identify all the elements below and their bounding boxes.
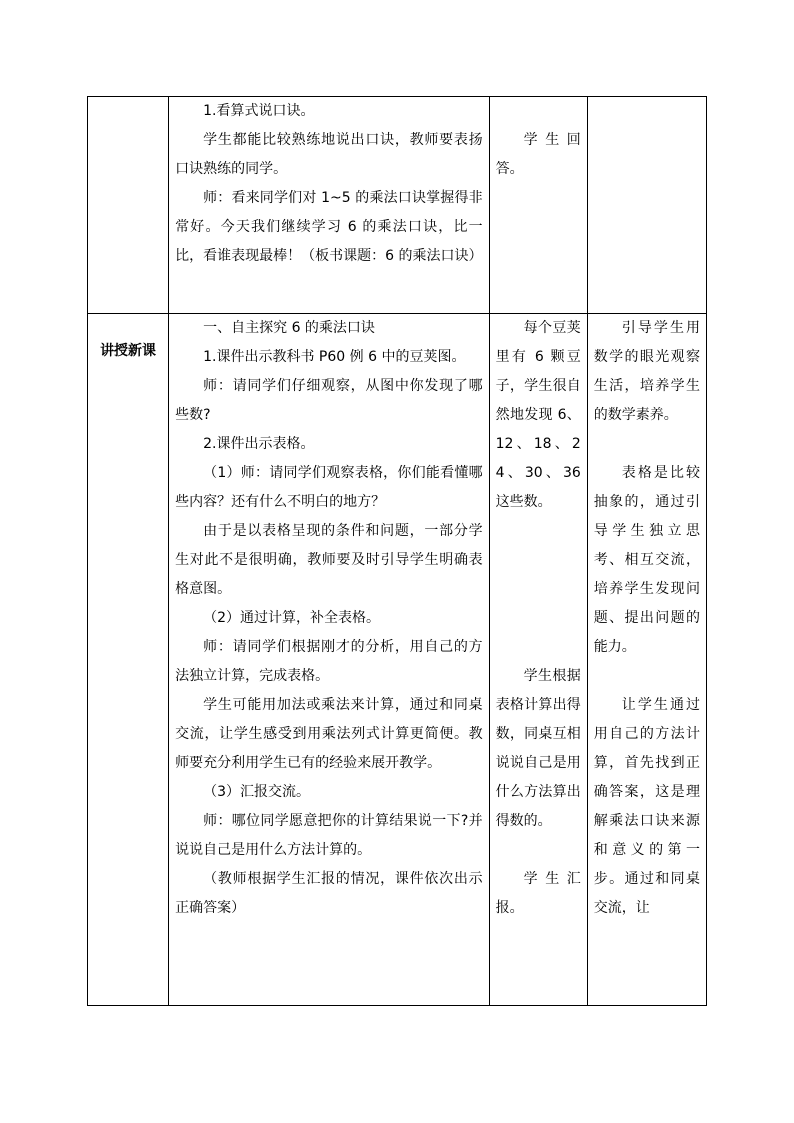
paragraph: （1）师：请同学们观察表格，你们能看懂哪些内容？还有什么不明白的地方？ xyxy=(175,465,483,510)
paragraph: 师：请同学们仔细观察，从图中你发现了哪些数? xyxy=(175,378,483,423)
paragraph: 学生都能比较熟练地说出口诀，教师要表扬口诀熟练的同学。 xyxy=(175,132,483,177)
design-intent-cell xyxy=(587,97,706,314)
paragraph: 师：看来同学们对 1~5 的乘法口诀掌握得非常好。今天我们继续学习 6 的乘法口诀，比一比，看谁表现最棒！（板书课题：6 的乘法口诀） xyxy=(175,190,483,264)
paragraph: 师：请同学们根据刚才的分析，用自己的方法独立计算，完成表格。 xyxy=(175,639,483,684)
paragraph: 学生可能用加法或乘法来计算，通过和同桌交流，让学生感受到用乘法列式计算更简便。教师要充分利用学生已有的经验来展开教学。 xyxy=(175,697,483,771)
paragraph: 2.课件出示表格。 xyxy=(203,436,315,452)
lesson-plan-table xyxy=(87,96,707,1006)
paragraph: 学生回答。 xyxy=(495,132,581,177)
paragraph: （教师根据学生汇报的情况，课件依次出示正确答案） xyxy=(175,871,483,916)
paragraph: 1.看算式说口诀。 xyxy=(203,103,315,119)
paragraph: 1.课件出示教科书 P60 例 6 中的豆荚图。 xyxy=(203,349,466,365)
stage-cell: 讲授新课 xyxy=(88,314,169,1006)
paragraph: （3）汇报交流。 xyxy=(203,784,311,800)
table-row xyxy=(88,97,707,314)
paragraph: 学生根据表格计算出得数，同桌互相说说自己是用什么方法算出得数的。 xyxy=(495,668,581,829)
paragraph: 学生汇报。 xyxy=(495,871,581,916)
teacher-activity-cell xyxy=(169,97,490,314)
student-activity-cell xyxy=(489,314,587,1006)
paragraph: 由于是以表格呈现的条件和问题，一部分学生对此不是很明确，教师要及时引导学生明确表格意图。 xyxy=(175,523,483,597)
paragraph: （2）通过计算，补全表格。 xyxy=(203,610,381,626)
table-row xyxy=(88,314,707,1006)
stage-cell xyxy=(88,97,169,314)
design-intent-cell xyxy=(587,314,706,1006)
paragraph: 每个豆荚里有 6 颗豆子，学生很自然地发现 6、12、18、24、30、36 这些数。 xyxy=(495,320,581,510)
paragraph: 表格是比较抽象的，通过引导学生独立思考、相互交流，培养学生发现问题、提出问题的能力。 xyxy=(593,465,700,655)
paragraph: 师：哪位同学愿意把你的计算结果说一下?并说说自己是用什么方法计算的。 xyxy=(175,813,483,858)
paragraph: 让学生通过用自己的方法计算，首先找到正确答案，这是理解乘法口诀来源和意义的第一步。通过和同桌交流，让 xyxy=(593,697,700,916)
student-activity-cell xyxy=(489,97,587,314)
paragraph: 引导学生用数学的眼光观察生活，培养学生的数学素养。 xyxy=(593,320,700,423)
teacher-activity-cell xyxy=(169,314,490,1006)
paragraph: 一、自主探究 6 的乘法口诀 xyxy=(203,320,375,336)
